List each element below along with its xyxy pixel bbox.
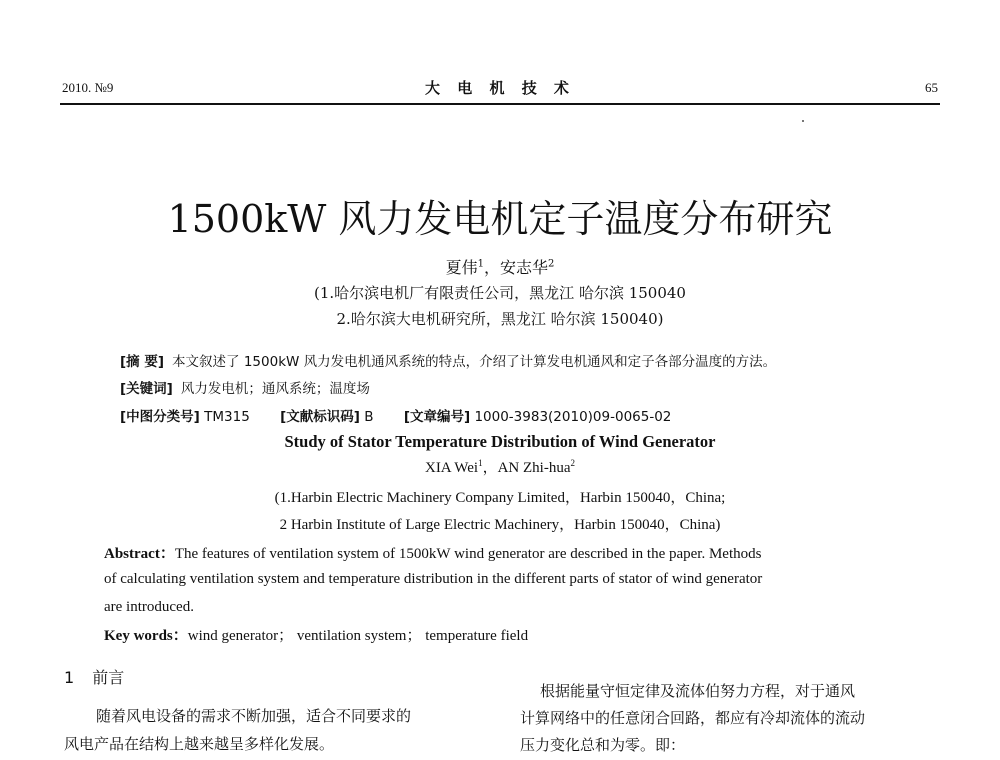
abstract-en-tag: Abstract： — [104, 546, 175, 562]
keywords-en-tag: Key words： — [104, 628, 188, 644]
en-author-2-sup: 2 — [570, 458, 575, 468]
keywords-cn — [120, 377, 370, 397]
header-rule — [60, 103, 940, 105]
abstract-cn-tag: [摘 要] — [120, 354, 165, 370]
art-tag: [文章编号] — [403, 409, 471, 425]
en-author-separator: ， — [482, 460, 498, 476]
en-author-2-name: AN Zhi-hua — [497, 460, 571, 476]
author-1-name: 夏伟 — [445, 258, 478, 277]
clc-number — [120, 409, 250, 425]
clc-value: TM315 — [204, 409, 250, 425]
keywords-cn-tag: [关键词] — [120, 381, 173, 397]
affiliation-en-1: (1.Harbin Electric Machinery Company Limited，Harbin 150040，China; — [274, 490, 726, 506]
author-1-sup: 1 — [477, 258, 484, 270]
issue-number: 2010. №9 — [62, 80, 114, 95]
classification-line — [120, 405, 697, 425]
doc-tag: [文献标识码] — [280, 409, 360, 425]
abstract-cn-text: 本文叙述了 1500kW 风力发电机通风系统的特点，介绍了计算发电机通风和定子各部分温度的方法。 — [172, 354, 777, 370]
authors-cn — [0, 255, 1000, 278]
journal-name: 大 电 机 技 术 — [425, 79, 575, 97]
en-author-1-name: XIA Wei — [424, 460, 479, 476]
keywords-en — [104, 624, 528, 645]
affiliation-cn-2: 2.哈尔滨大电机研究所，黑龙江 哈尔滨 150040) — [336, 310, 664, 328]
author-2-sup: 2 — [548, 258, 555, 270]
scan-speck — [802, 120, 804, 122]
body-left-line-1: 随着风电设备的需求不断加强，适合不同要求的 — [96, 707, 412, 725]
author-2-name: 安志华 — [500, 258, 549, 277]
en-author-1-sup: 1 — [478, 458, 483, 468]
author-separator: ， — [483, 258, 500, 277]
body-left-line-2: 风电产品在结构上越来越呈多样化发展。 — [64, 735, 335, 753]
article-number — [404, 409, 672, 425]
abstract-en-line-2: of calculating ventilation system and temperature distribution in the different parts of stator of wind generator — [104, 571, 763, 587]
english-title: Study of Stator Temperature Distribution of Wind Generator — [284, 432, 716, 451]
page-number: 65 — [925, 80, 938, 95]
affiliation-cn-1: (1.哈尔滨电机厂有限责任公司，黑龙江 哈尔滨 150040 — [314, 284, 686, 302]
authors-en — [0, 456, 1000, 477]
keywords-cn-text: 风力发电机；通风系统；温度场 — [180, 381, 370, 397]
section-title: 前言 — [92, 668, 125, 687]
abstract-en-line-3: are introduced. — [104, 599, 194, 615]
keywords-en-text: wind generator； ventilation system； temperature field — [187, 628, 529, 644]
section-number: 1 — [64, 668, 75, 687]
art-value: 1000-3983(2010)09-0065-02 — [474, 409, 672, 425]
affiliation-en-2: 2 Harbin Institute of Large Electric Machinery，Harbin 150040，China) — [279, 517, 721, 533]
abstract-en-text-1: The features of ventilation system of 1500kW wind generator are described in the paper. Methods — [174, 546, 762, 562]
body-right-line-3: 压力变化总和为零。即： — [520, 736, 686, 754]
paper-title: 1500kW 风力发电机定子温度分布研究 — [167, 197, 833, 241]
doc-value: B — [364, 409, 374, 425]
doc-code — [280, 409, 373, 425]
body-right-line-2: 计算网络中的任意闭合回路，都应有冷却流体的流动 — [520, 709, 866, 727]
section-heading — [64, 665, 124, 688]
abstract-cn — [120, 350, 776, 370]
abstract-en-line-1 — [104, 542, 761, 563]
body-right-line-1: 根据能量守恒定律及流体伯努力方程，对于通风 — [540, 682, 856, 700]
clc-tag: [中图分类号] — [120, 409, 200, 425]
